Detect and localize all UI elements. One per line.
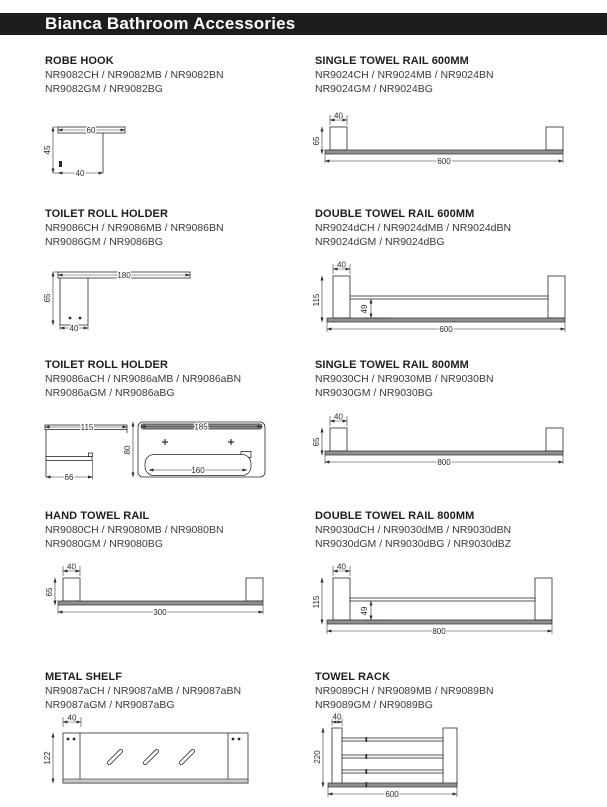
- product-title: DOUBLE TOWEL RAIL 600MM: [315, 208, 475, 220]
- dimension-label: 60: [86, 125, 96, 135]
- dimension-label: 40: [334, 412, 343, 422]
- model-numbers-line2: NR9030dGM / NR9030dBG / NR9030dBZ: [315, 537, 512, 550]
- product-double-towel-rail-800: [312, 510, 607, 668]
- dimension-label: 122: [43, 751, 52, 765]
- model-numbers-line2: NR9080GM / NR9080BG: [45, 537, 163, 550]
- double-towel-rail-800-drawing: [312, 562, 575, 642]
- dimension-label: 600: [439, 324, 453, 334]
- toilet-roll-holder-drawing: [45, 262, 205, 334]
- dimension-label: 115: [80, 422, 94, 432]
- robe-hook-drawing: [41, 111, 141, 189]
- double-towel-rail-600-drawing: [312, 260, 575, 340]
- product-title: SINGLE TOWEL RAIL 800MM: [315, 359, 469, 371]
- product-title: HAND TOWEL RAIL: [45, 510, 150, 522]
- dimension-label: 40: [337, 260, 346, 270]
- model-numbers-line1: NR9080CH / NR9080MB / NR9080BN: [45, 524, 224, 536]
- model-numbers-line2: NR9086GM / NR9086BG: [45, 235, 163, 248]
- product-title: DOUBLE TOWEL RAIL 800MM: [315, 510, 475, 522]
- toilet-roll-holder-a-drawing: [43, 413, 293, 493]
- product-towel-rack: [315, 671, 607, 805]
- dimension-label: 40: [69, 323, 79, 333]
- dimension-label: 40: [75, 168, 85, 178]
- dimension-label: 65: [45, 587, 54, 597]
- dimension-label: 40: [67, 562, 76, 572]
- dimension-label: 600: [437, 156, 451, 166]
- model-numbers-line1: NR9086aCH / NR9086aMB / NR9086aBN: [45, 373, 242, 385]
- dimension-label: 40: [67, 713, 77, 723]
- model-numbers-line2: NR9024GM / NR9024BG: [315, 82, 433, 95]
- hand-towel-rail-drawing: [45, 562, 270, 620]
- dimension-label: 40: [332, 712, 342, 722]
- model-numbers-line1: NR9086CH / NR9086MB / NR9086BN: [45, 222, 224, 234]
- dimension-label: 185: [194, 422, 208, 432]
- dimension-label: 65: [312, 437, 321, 447]
- product-title: TOWEL RACK: [315, 671, 391, 683]
- dimension-label: 45: [43, 145, 52, 155]
- model-numbers-line2: NR9082GM / NR9082BG: [45, 82, 163, 95]
- dimension-label: 49: [360, 606, 369, 616]
- model-numbers-line2: NR9086aGM / NR9086aBG: [45, 386, 175, 399]
- dimension-label: 600: [385, 789, 399, 799]
- dimension-label: 65: [43, 293, 52, 303]
- product-robe-hook: [45, 55, 307, 205]
- dimension-label: 66: [64, 472, 74, 482]
- dimension-label: 40: [337, 562, 346, 572]
- dimension-label: 115: [312, 293, 321, 307]
- model-numbers-line1: NR9024CH / NR9024MB / NR9024BN: [315, 69, 494, 81]
- product-double-towel-rail-600: [312, 208, 607, 356]
- dimension-label: 160: [191, 465, 205, 475]
- product-single-towel-rail-600: [312, 55, 607, 205]
- product-title: METAL SHELF: [45, 671, 123, 683]
- page-header: [0, 13, 607, 35]
- product-toilet-roll-holder-a: [45, 359, 307, 507]
- product-single-towel-rail-800: [312, 359, 607, 507]
- dimension-label: 220: [313, 750, 322, 764]
- model-numbers-line1: NR9082CH / NR9082MB / NR9082BN: [45, 69, 224, 81]
- model-numbers-line1: NR9030CH / NR9030MB / NR9030BN: [315, 373, 494, 385]
- model-numbers-line1: NR9024dCH / NR9024dMB / NR9024dBN: [315, 222, 512, 234]
- dimension-label: 800: [437, 457, 451, 467]
- product-title: SINGLE TOWEL RAIL 600MM: [315, 55, 469, 67]
- dimension-label: 49: [360, 304, 369, 314]
- model-numbers-line2: NR9030GM / NR9030BG: [315, 386, 433, 399]
- product-hand-towel-rail: [45, 510, 307, 668]
- product-title: TOILET ROLL HOLDER: [45, 208, 169, 220]
- model-numbers-line1: NR9089CH / NR9089MB / NR9089BN: [315, 685, 494, 697]
- product-title: TOILET ROLL HOLDER: [45, 359, 169, 371]
- single-towel-rail-800-drawing: [312, 412, 570, 470]
- dimension-label: 300: [153, 607, 167, 617]
- metal-shelf-drawing: [45, 711, 255, 791]
- model-numbers-line1: NR9087aCH / NR9087aMB / NR9087aBN: [45, 685, 242, 697]
- product-toilet-roll-holder: [45, 208, 307, 356]
- page-title: Bianca Bathroom Accessories: [45, 14, 296, 33]
- model-numbers-line1: NR9030dCH / NR9030dMB / NR9030dBN: [315, 524, 512, 536]
- model-numbers-line2: NR9087aGM / NR9087aBG: [45, 698, 175, 711]
- dimension-label: 800: [432, 626, 446, 636]
- product-metal-shelf: [45, 671, 307, 805]
- dimension-label: 65: [312, 136, 321, 146]
- model-numbers-line2: NR9024dGM / NR9024dBG: [315, 235, 445, 248]
- dimension-label: 115: [312, 595, 321, 609]
- dimension-label: 180: [117, 270, 131, 280]
- model-numbers-line2: NR9089GM / NR9089BG: [315, 698, 433, 711]
- single-towel-rail-600-drawing: [312, 111, 570, 169]
- towel-rack-drawing: [313, 709, 478, 801]
- dimension-label: 40: [334, 111, 343, 121]
- product-title: ROBE HOOK: [45, 55, 114, 67]
- dimension-label: 80: [123, 445, 132, 455]
